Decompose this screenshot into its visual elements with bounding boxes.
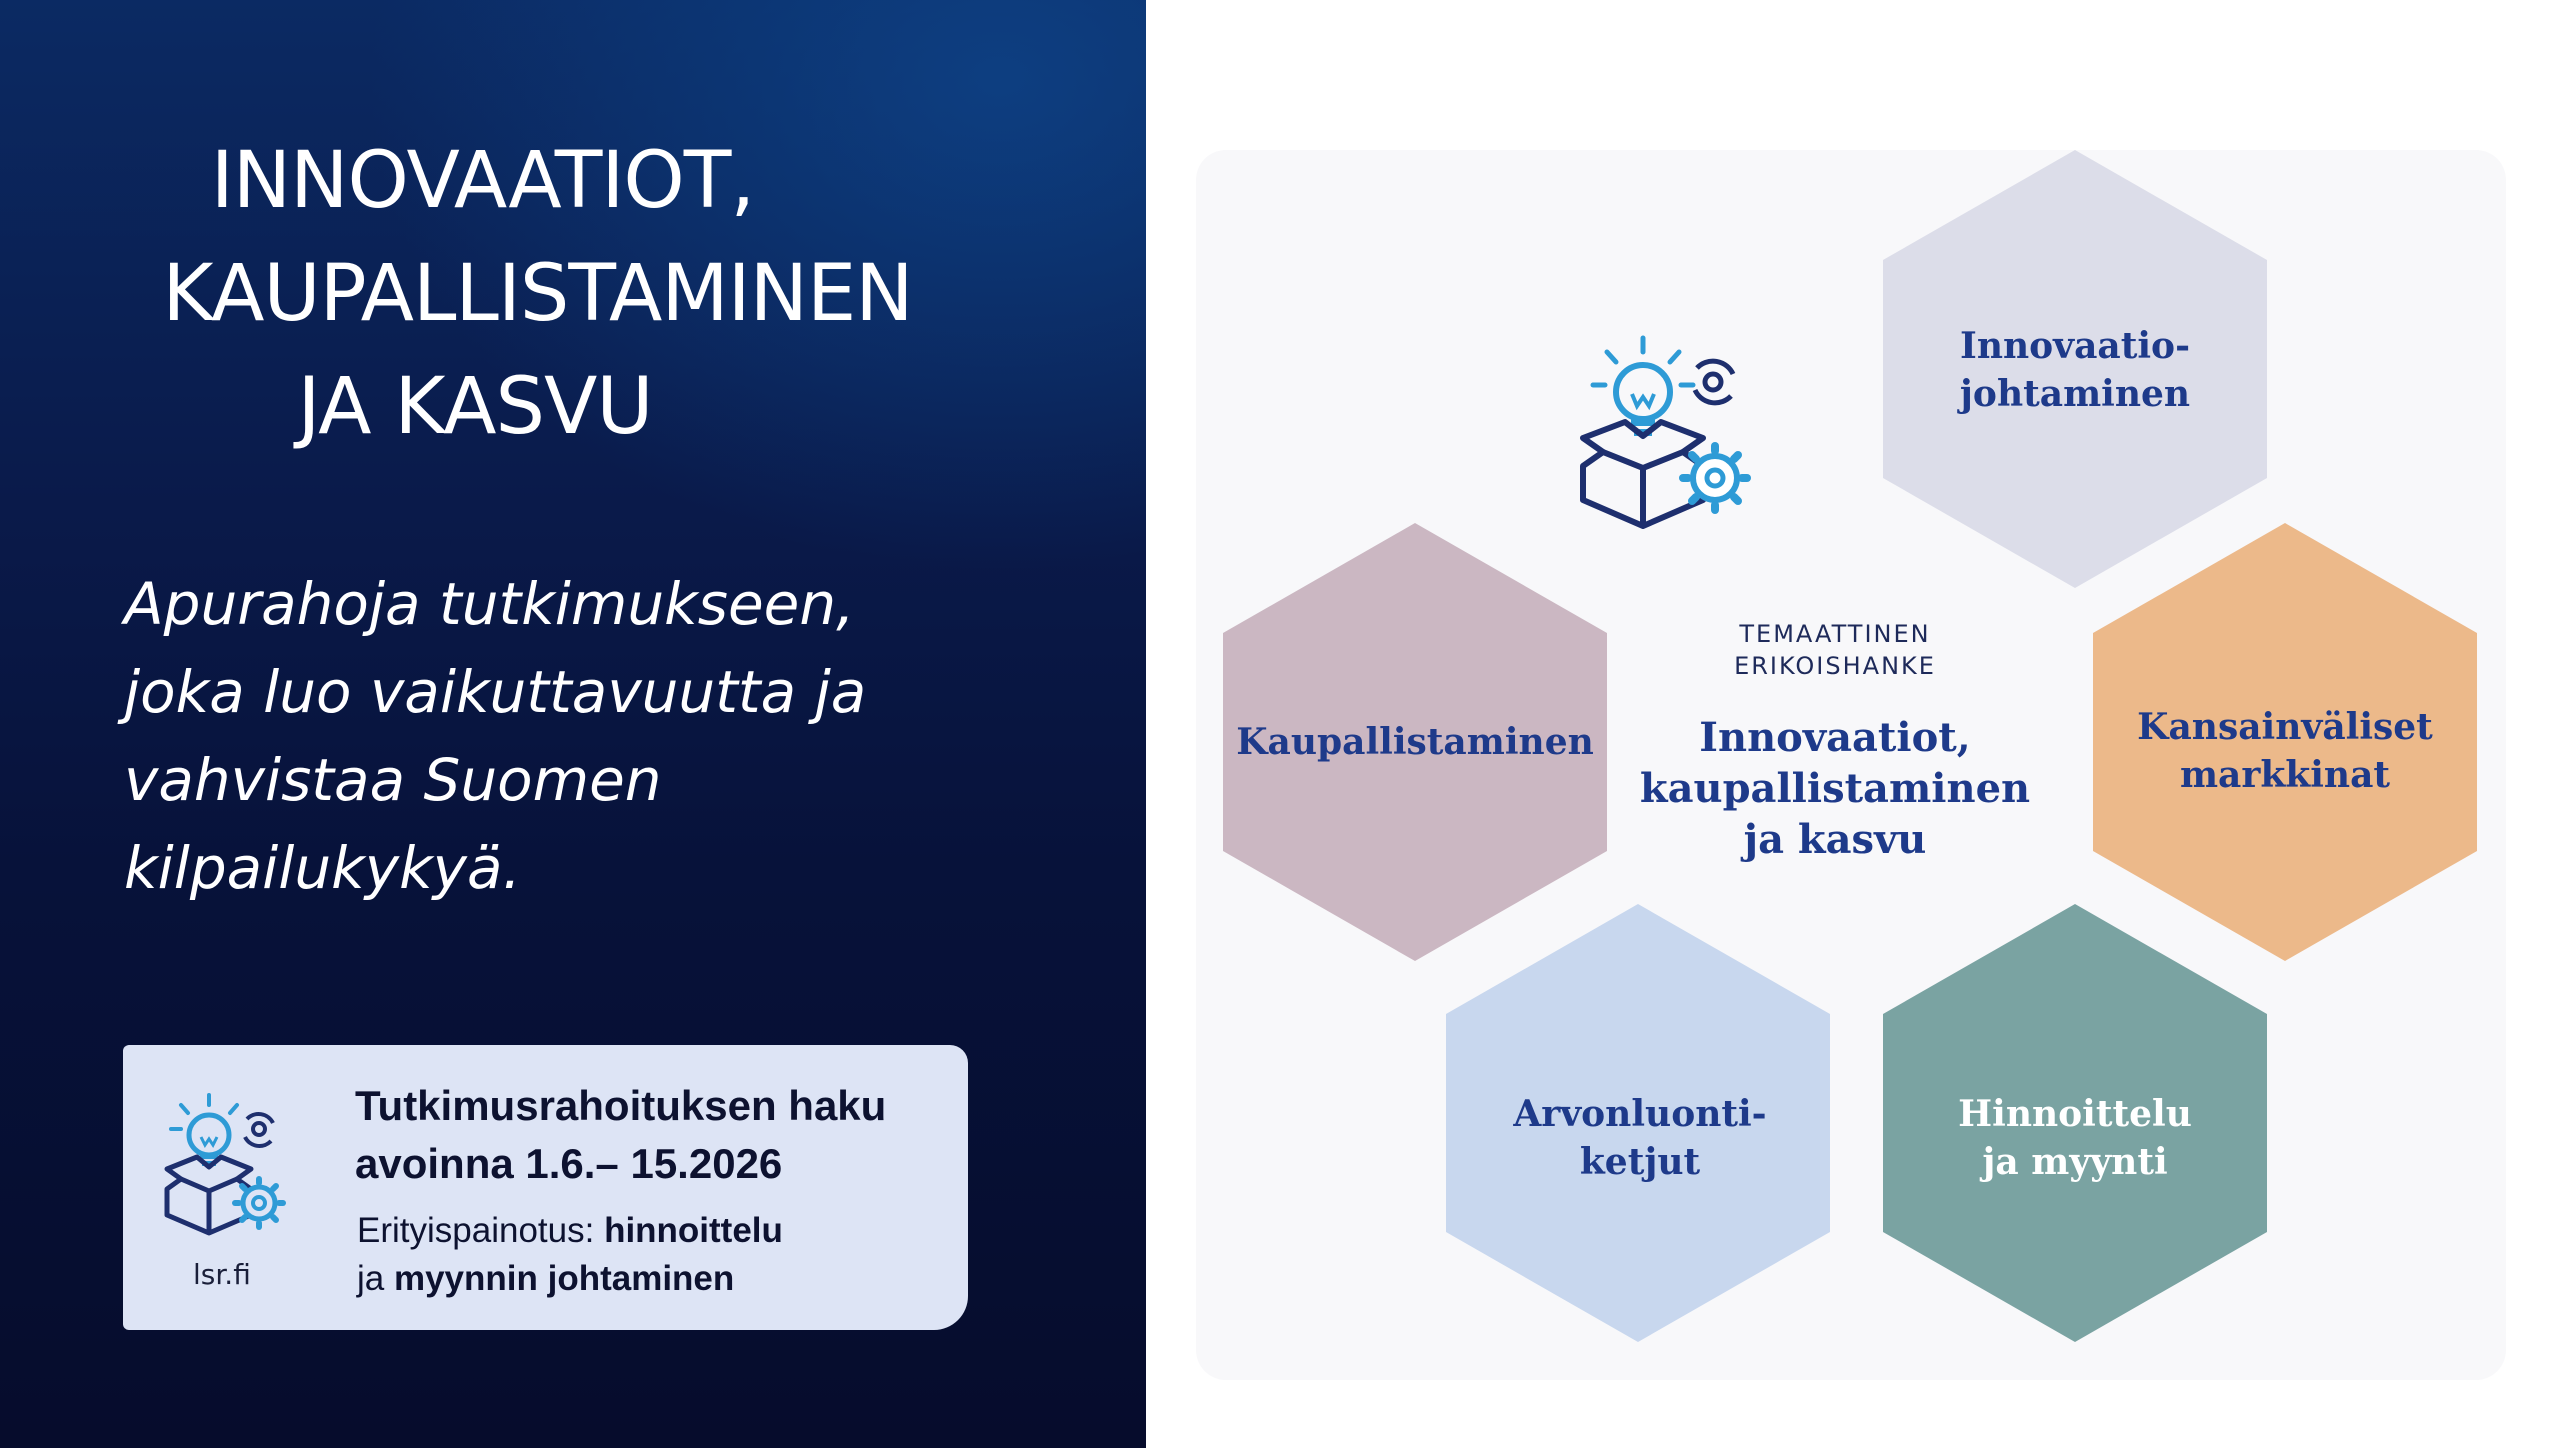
center-subtitle	[1700, 618, 1970, 682]
headline-line-1: INNOVAATIOT,	[210, 136, 755, 226]
hex-label-line: Kaupallistaminen	[1236, 721, 1594, 763]
hex-label-line: ja myynti	[1982, 1141, 2168, 1183]
center-title-line-3: ja kasvu	[1743, 816, 1927, 863]
center-subtitle-line-2: ERIKOISHANKE	[1734, 652, 1936, 680]
tagline-line-4: kilpailukykyä.	[124, 834, 521, 902]
center-subtitle-line-1: TEMAATTINEN	[1739, 620, 1931, 648]
headline-line-3: JA KASVU	[297, 362, 653, 452]
card-url[interactable]: lsr.fi	[193, 1258, 251, 1291]
card-note-line2-prefix: ja	[357, 1259, 394, 1298]
hex-label-line: markkinat	[2179, 754, 2391, 796]
hex-label-kansainvaliset-markkinat	[2100, 703, 2470, 799]
center-title-line-2: kaupallistaminen	[1639, 765, 2031, 812]
lightbulb-box-gear-icon	[1555, 330, 1765, 530]
hex-label-arvonluontiketjut	[1460, 1090, 1820, 1186]
hex-label-kaupallistaminen	[1225, 718, 1605, 766]
hex-label-innovaatiojohtaminen	[1900, 322, 2250, 418]
hex-label-line: Innovaatio-	[1959, 325, 2191, 367]
card-title-line-1: Tutkimusrahoituksen haku	[355, 1082, 887, 1129]
hex-label-line: Kansainväliset	[2137, 706, 2433, 748]
center-title-line-1: Innovaatiot,	[1699, 714, 1971, 761]
tagline-line-2: joka luo vaikuttavuutta ja	[124, 658, 867, 726]
card-note-bold-1: hinnoittelu	[604, 1211, 783, 1250]
card-title-line-2: avoinna 1.6.– 15.2026	[355, 1140, 783, 1187]
hex-label-line: Arvonluonti-	[1513, 1093, 1767, 1135]
tagline-line-3: vahvistaa Suomen	[124, 746, 662, 814]
card-note-prefix: Erityispainotus:	[357, 1211, 605, 1250]
hex-label-line: Hinnoittelu	[1958, 1093, 2192, 1135]
tagline-line-1: Apurahoja tutkimukseen,	[124, 570, 855, 638]
headline-line-2: KAUPALLISTAMINEN	[162, 249, 913, 339]
card-note-bold-2: myynnin johtaminen	[393, 1259, 735, 1298]
hex-label-line: johtaminen	[1959, 373, 2191, 415]
hex-label-hinnoittelu-myynti	[1900, 1090, 2250, 1186]
center-title	[1600, 712, 2070, 865]
hex-label-line: ketjut	[1579, 1141, 1701, 1183]
